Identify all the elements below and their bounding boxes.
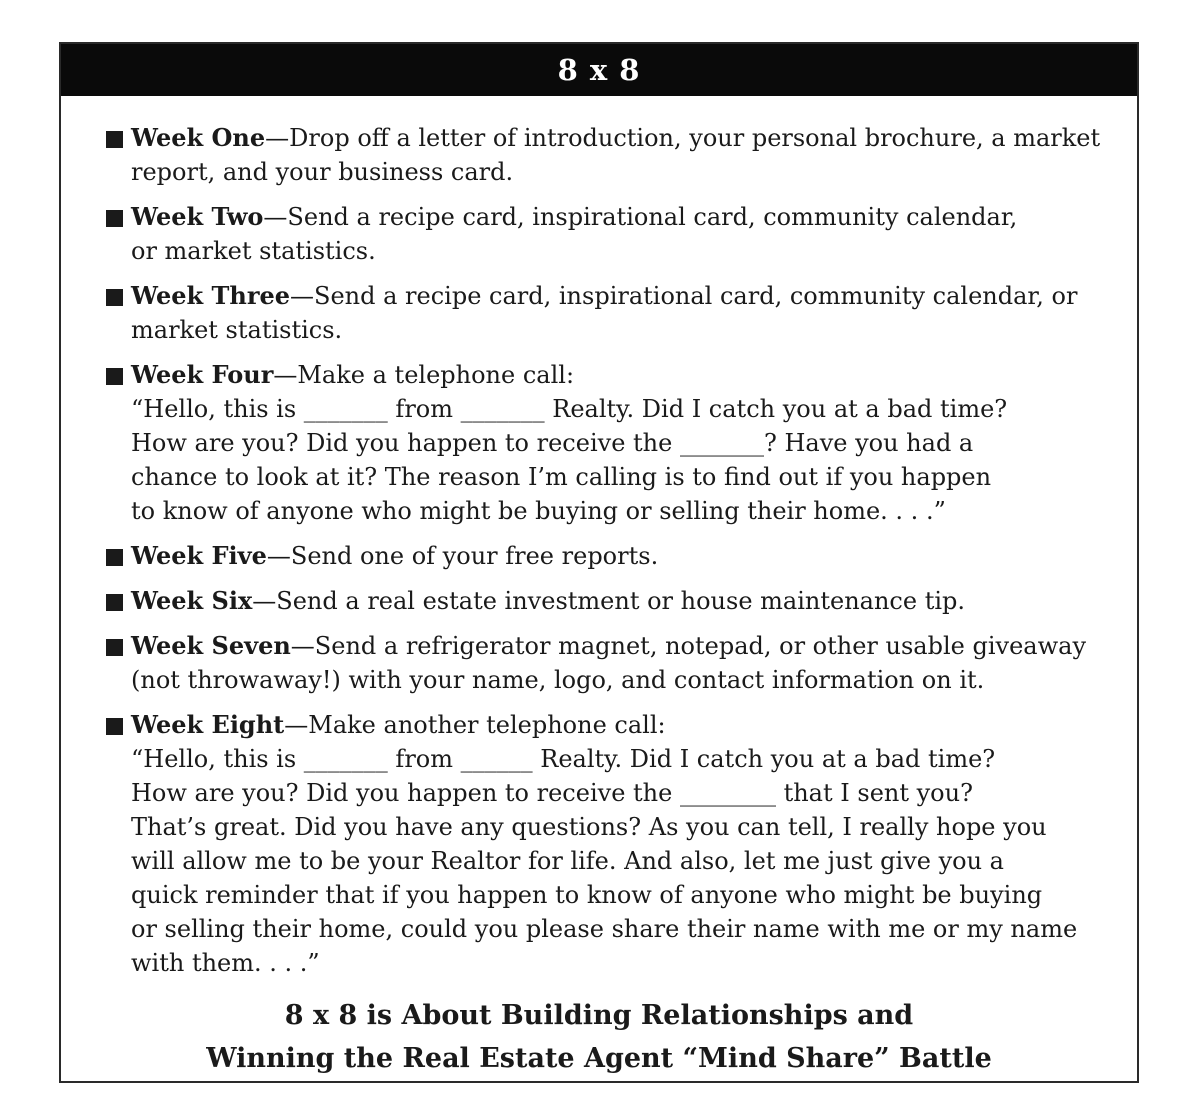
box-title: 8 x 8 xyxy=(61,44,1137,96)
closing-statement xyxy=(61,994,1137,1080)
square-bullet-icon xyxy=(106,131,123,148)
square-bullet-icon xyxy=(106,289,123,306)
item-line: (not throwaway!) with your name, logo, and contact information on it. xyxy=(131,666,985,694)
item-line: quick reminder that if you happen to know of anyone who might be buying xyxy=(131,881,1043,909)
item-line: —Send a recipe card, inspirational card, community calendar, or xyxy=(290,282,1078,310)
list-item-text xyxy=(131,121,1100,189)
item-line: How are you? Did you happen to receive the _______? Have you had a xyxy=(131,429,974,457)
list-item-text xyxy=(131,629,1086,697)
item-line: to know of anyone who might be buying or selling their home. . . .” xyxy=(131,497,946,525)
week-label: Week Two xyxy=(131,202,264,231)
item-line: —Drop off a letter of introduction, your personal brochure, a market xyxy=(265,124,1101,152)
week-label: Week One xyxy=(131,123,266,152)
item-line: report, and your business card. xyxy=(131,158,514,186)
list-item-text xyxy=(131,279,1077,347)
list-item-text xyxy=(131,708,1077,980)
item-line: —Send a recipe card, inspirational card, community calendar, xyxy=(263,203,1018,231)
item-line: “Hello, this is _______ from ______ Realty. Did I catch you at a bad time? xyxy=(131,745,996,773)
square-bullet-icon xyxy=(106,718,123,735)
square-bullet-icon xyxy=(106,210,123,227)
item-line: or selling their home, could you please share their name with me or my name xyxy=(131,915,1078,943)
item-line: —Make a telephone call: xyxy=(273,361,575,389)
item-line: —Send a real estate investment or house maintenance tip. xyxy=(252,587,966,615)
week-label: Week Five xyxy=(131,541,267,570)
item-line: market statistics. xyxy=(131,316,343,344)
square-bullet-icon xyxy=(106,639,123,656)
item-line: —Send a refrigerator magnet, notepad, or other usable giveaway xyxy=(290,632,1086,660)
item-line: will allow me to be your Realtor for life. And also, let me just give you a xyxy=(131,847,1004,875)
item-line: or market statistics. xyxy=(131,237,376,265)
week-label: Week Four xyxy=(131,360,274,389)
list-item-text xyxy=(131,584,965,618)
info-box xyxy=(59,42,1139,1083)
list-item-text xyxy=(131,200,1017,268)
square-bullet-icon xyxy=(106,594,123,611)
closing-line-2: Winning the Real Estate Agent “Mind Share” Battle xyxy=(206,1043,992,1074)
item-line: —Make another telephone call: xyxy=(284,711,666,739)
week-label: Week Seven xyxy=(131,631,291,660)
square-bullet-icon xyxy=(106,549,123,566)
closing-line-1: 8 x 8 is About Building Relationships and xyxy=(284,1000,914,1031)
week-label: Week Six xyxy=(131,586,253,615)
item-line: —Send one of your free reports. xyxy=(266,542,659,570)
item-line: “Hello, this is _______ from _______ Realty. Did I catch you at a bad time? xyxy=(131,395,1008,423)
item-line: How are you? Did you happen to receive the ________ that I sent you? xyxy=(131,779,973,807)
square-bullet-icon xyxy=(106,368,123,385)
item-line: That’s great. Did you have any questions? As you can tell, I really hope you xyxy=(131,813,1047,841)
list-item-text xyxy=(131,358,1007,528)
item-line: with them. . . .” xyxy=(131,949,320,977)
list-item-text xyxy=(131,539,658,573)
week-label: Week Eight xyxy=(131,710,285,739)
week-label: Week Three xyxy=(131,281,291,310)
item-line: chance to look at it? The reason I’m calling is to find out if you happen xyxy=(131,463,992,491)
